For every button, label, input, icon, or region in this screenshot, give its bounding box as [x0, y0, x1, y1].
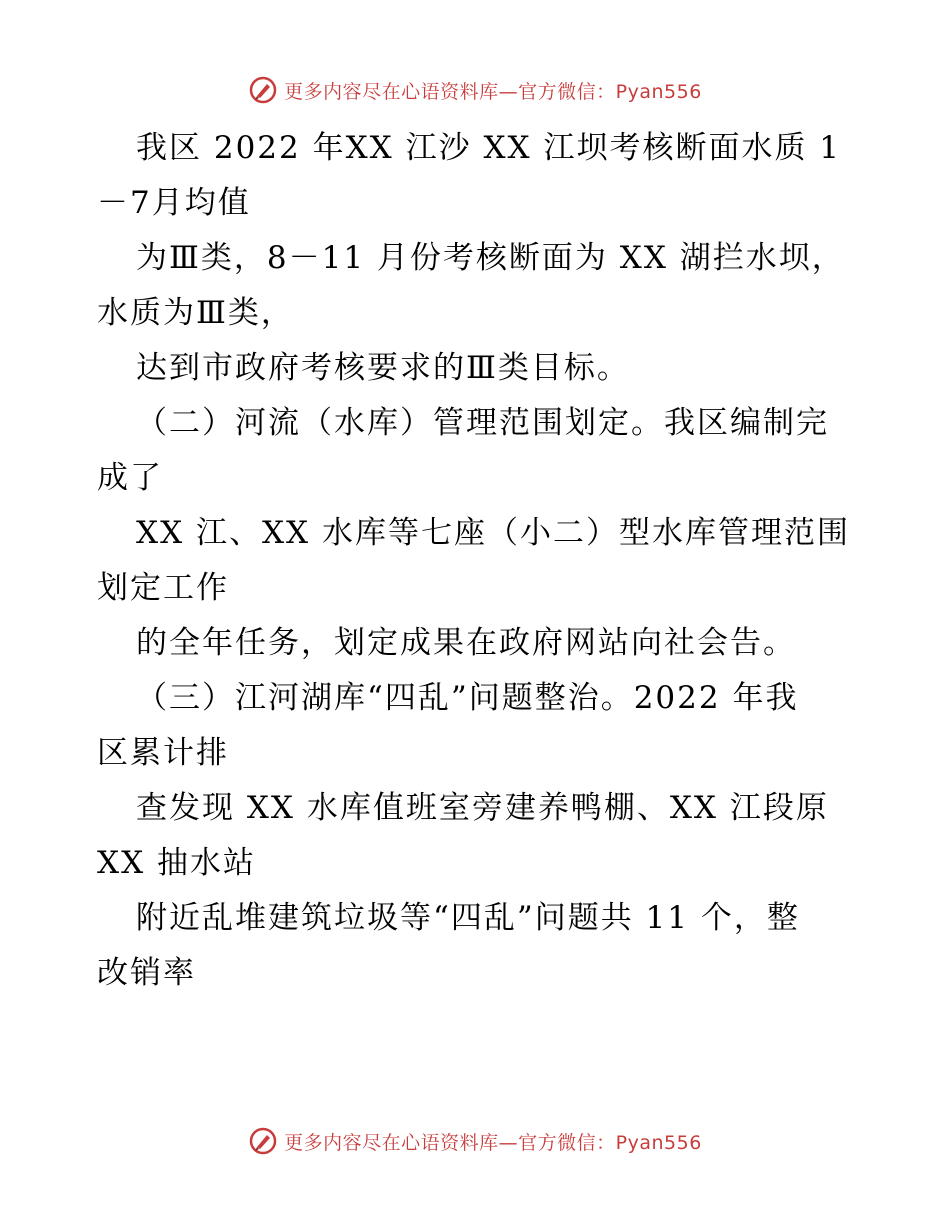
body-line: 查发现 XX 水库值班室旁建养鸭棚、XX 江段原 — [136, 790, 829, 826]
body-line: 水质为Ⅲ类， — [97, 295, 294, 331]
body-line: 附近乱堆建筑垃圾等“四乱”问题共 11 个，整 — [136, 900, 800, 936]
body-line: 为Ⅲ类，8－11 月份考核断面为 XX 湖拦水坝， — [136, 240, 845, 276]
body-line: 成了 — [97, 460, 163, 496]
header-watermark-text: 更多内容尽在心语资料库—官方微信：Pyan556 — [284, 80, 702, 103]
body-line: －7月均值 — [97, 185, 251, 221]
body-line: XX 抽水站 — [97, 845, 256, 881]
body-line: （三）江河湖库“四乱”问题整治。2022 年我 — [136, 680, 799, 716]
body-line: 的全年任务，划定成果在政府网站向社会告。 — [136, 625, 796, 661]
body-line: 划定工作 — [97, 570, 229, 606]
body-line: （二）河流（水库）管理范围划定。我区编制完 — [136, 405, 829, 441]
footer-watermark-text: 更多内容尽在心语资料库—官方微信：Pyan556 — [284, 1131, 702, 1154]
header-watermark — [0, 70, 950, 110]
body-line: 我区 2022 年XX 江沙 XX 江坝考核断面水质 1 — [136, 130, 842, 166]
body-line: 区累计排 — [97, 735, 229, 771]
body-line: 改销率 — [97, 955, 196, 991]
document-body — [97, 121, 857, 1001]
pen-logo-icon — [248, 1126, 278, 1156]
footer-watermark — [0, 1121, 950, 1161]
body-line: 达到市政府考核要求的Ⅲ类目标。 — [136, 350, 630, 386]
body-line: XX 江、XX 水库等七座（小二）型水库管理范围 — [136, 515, 850, 551]
pen-logo-icon — [248, 75, 278, 105]
